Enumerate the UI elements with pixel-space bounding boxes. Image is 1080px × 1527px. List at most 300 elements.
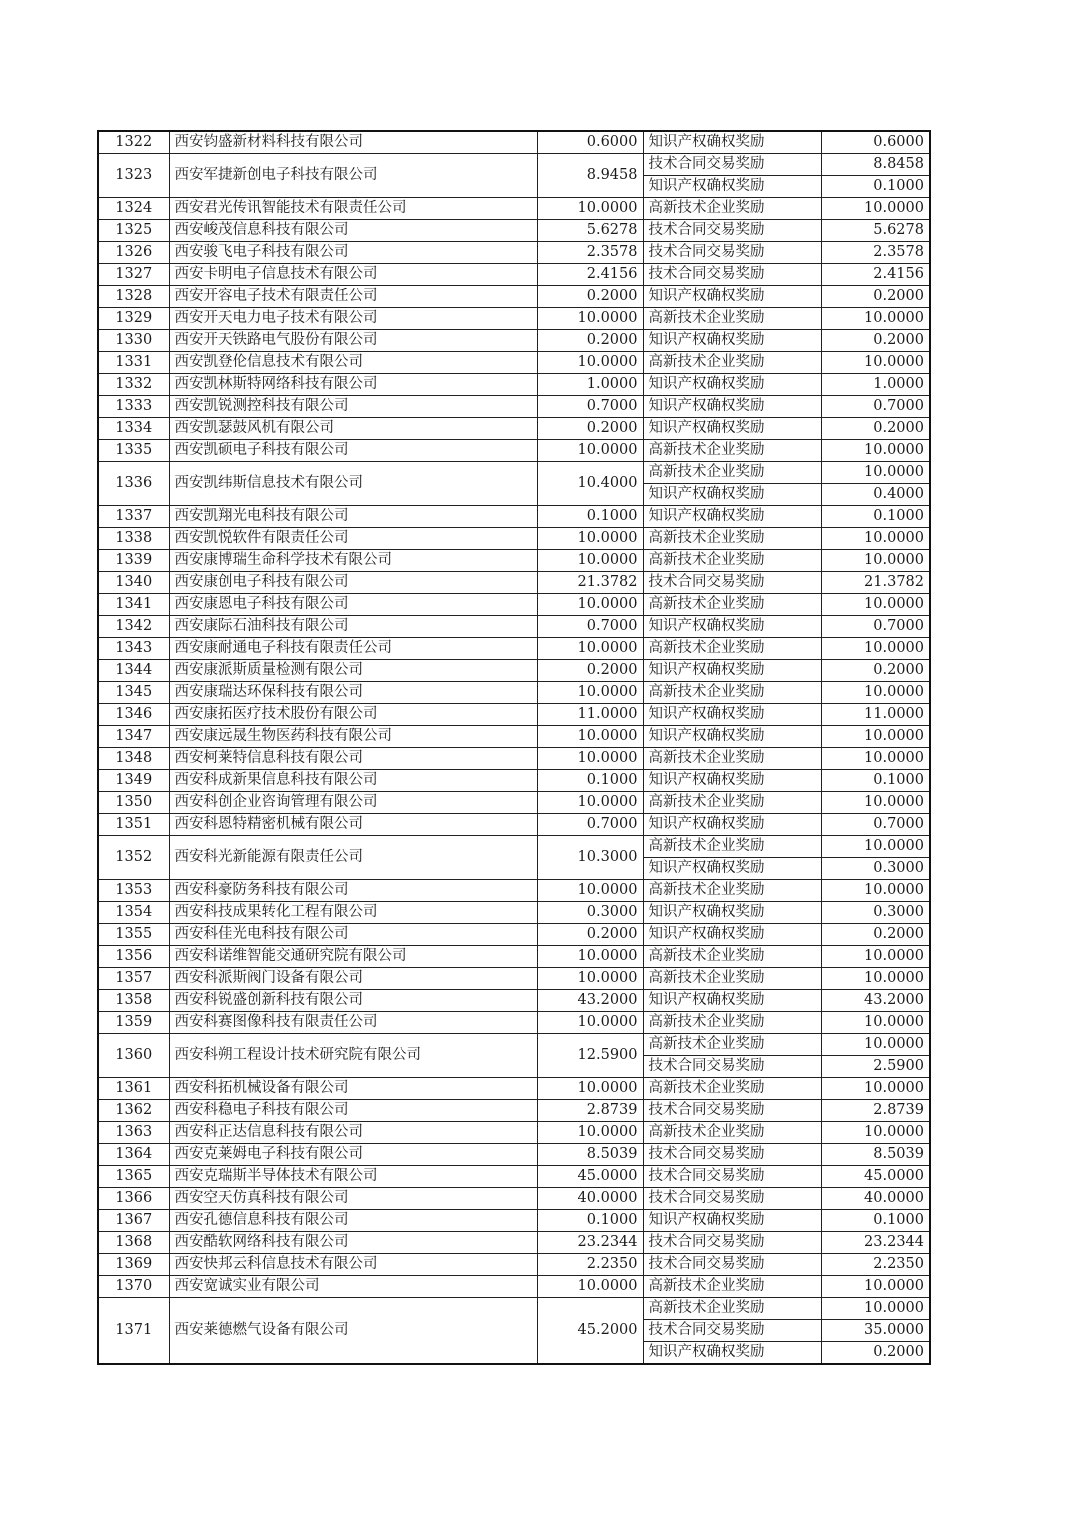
company-name: 西安科派斯阀门设备有限公司 — [169, 968, 537, 990]
total-amount: 10.0000 — [537, 1012, 643, 1034]
award-type: 技术合同交易奖励 — [643, 264, 821, 286]
total-amount: 0.2000 — [537, 924, 643, 946]
row-number: 1338 — [98, 528, 169, 550]
award-amount: 45.0000 — [821, 1166, 930, 1188]
award-type: 技术合同交易奖励 — [643, 242, 821, 264]
company-name: 西安康际石油科技有限公司 — [169, 616, 537, 638]
total-amount: 0.2000 — [537, 330, 643, 352]
award-type: 技术合同交易奖励 — [643, 154, 821, 176]
row-number: 1370 — [98, 1276, 169, 1298]
award-amount: 43.2000 — [821, 990, 930, 1012]
company-name: 西安凯林斯特网络科技有限公司 — [169, 374, 537, 396]
table-row — [98, 1144, 930, 1166]
row-number: 1345 — [98, 682, 169, 704]
table-row — [98, 968, 930, 990]
award-type: 知识产权确权奖励 — [643, 616, 821, 638]
company-name: 西安空天仿真科技有限公司 — [169, 1188, 537, 1210]
row-number: 1366 — [98, 1188, 169, 1210]
award-amount: 0.2000 — [821, 1342, 930, 1365]
award-type: 知识产权确权奖励 — [643, 990, 821, 1012]
award-type: 高新技术企业奖励 — [643, 594, 821, 616]
row-number: 1354 — [98, 902, 169, 924]
company-name: 西安康创电子科技有限公司 — [169, 572, 537, 594]
table-row — [98, 131, 930, 154]
row-number: 1371 — [98, 1298, 169, 1365]
company-name: 西安科恩特精密机械有限公司 — [169, 814, 537, 836]
row-number: 1368 — [98, 1232, 169, 1254]
award-amount: 10.0000 — [821, 462, 930, 484]
award-table-body — [98, 131, 930, 1364]
award-amount: 8.8458 — [821, 154, 930, 176]
award-type: 知识产权确权奖励 — [643, 726, 821, 748]
company-name: 西安开容电子技术有限责任公司 — [169, 286, 537, 308]
table-row — [98, 1232, 930, 1254]
table-row — [98, 308, 930, 330]
award-type: 知识产权确权奖励 — [643, 286, 821, 308]
total-amount: 10.0000 — [537, 198, 643, 220]
total-amount: 0.2000 — [537, 418, 643, 440]
award-type: 高新技术企业奖励 — [643, 308, 821, 330]
table-row — [98, 792, 930, 814]
company-name: 西安康瑞达环保科技有限公司 — [169, 682, 537, 704]
award-type: 技术合同交易奖励 — [643, 1144, 821, 1166]
award-type: 高新技术企业奖励 — [643, 748, 821, 770]
company-name: 西安凯翔光电科技有限公司 — [169, 506, 537, 528]
table-row — [98, 1100, 930, 1122]
company-name: 西安科技成果转化工程有限公司 — [169, 902, 537, 924]
table-row — [98, 660, 930, 682]
row-number: 1329 — [98, 308, 169, 330]
company-name: 西安莱德燃气设备有限公司 — [169, 1298, 537, 1365]
award-type: 技术合同交易奖励 — [643, 1166, 821, 1188]
company-name: 西安凯登伦信息技术有限公司 — [169, 352, 537, 374]
table-row — [98, 836, 930, 858]
award-type: 知识产权确权奖励 — [643, 770, 821, 792]
row-number: 1358 — [98, 990, 169, 1012]
award-type: 知识产权确权奖励 — [643, 858, 821, 880]
row-number: 1361 — [98, 1078, 169, 1100]
total-amount: 10.0000 — [537, 550, 643, 572]
table-row — [98, 748, 930, 770]
total-amount: 10.0000 — [537, 1078, 643, 1100]
total-amount: 1.0000 — [537, 374, 643, 396]
award-amount: 10.0000 — [821, 594, 930, 616]
total-amount: 0.7000 — [537, 814, 643, 836]
total-amount: 10.0000 — [537, 308, 643, 330]
award-amount: 0.7000 — [821, 616, 930, 638]
total-amount: 11.0000 — [537, 704, 643, 726]
total-amount: 0.7000 — [537, 396, 643, 418]
total-amount: 0.6000 — [537, 131, 643, 154]
table-row — [98, 198, 930, 220]
row-number: 1360 — [98, 1034, 169, 1078]
total-amount: 2.2350 — [537, 1254, 643, 1276]
table-row — [98, 462, 930, 484]
table-row — [98, 1188, 930, 1210]
company-name: 西安科正达信息科技有限公司 — [169, 1122, 537, 1144]
table-row — [98, 572, 930, 594]
total-amount: 10.0000 — [537, 1122, 643, 1144]
award-type: 知识产权确权奖励 — [643, 1210, 821, 1232]
award-type: 技术合同交易奖励 — [643, 572, 821, 594]
award-type: 知识产权确权奖励 — [643, 484, 821, 506]
row-number: 1357 — [98, 968, 169, 990]
award-type: 知识产权确权奖励 — [643, 176, 821, 198]
award-amount: 2.3578 — [821, 242, 930, 264]
row-number: 1351 — [98, 814, 169, 836]
company-name: 西安凯锐测控科技有限公司 — [169, 396, 537, 418]
table-row — [98, 638, 930, 660]
company-name: 西安钧盛新材料科技有限公司 — [169, 131, 537, 154]
company-name: 西安科稳电子科技有限公司 — [169, 1100, 537, 1122]
award-amount: 10.0000 — [821, 682, 930, 704]
company-name: 西安科朔工程设计技术研究院有限公司 — [169, 1034, 537, 1078]
award-amount: 10.0000 — [821, 550, 930, 572]
award-type: 高新技术企业奖励 — [643, 1012, 821, 1034]
company-name: 西安军捷新创电子科技有限公司 — [169, 154, 537, 198]
award-amount: 10.0000 — [821, 1012, 930, 1034]
total-amount: 0.1000 — [537, 770, 643, 792]
award-amount: 5.6278 — [821, 220, 930, 242]
award-type: 技术合同交易奖励 — [643, 1232, 821, 1254]
table-row — [98, 726, 930, 748]
table-row — [98, 1276, 930, 1298]
award-amount: 0.1000 — [821, 176, 930, 198]
award-type: 高新技术企业奖励 — [643, 1078, 821, 1100]
award-amount: 10.0000 — [821, 352, 930, 374]
table-row — [98, 1012, 930, 1034]
table-row — [98, 616, 930, 638]
award-type: 高新技术企业奖励 — [643, 880, 821, 902]
company-name: 西安开天铁路电气股份有限公司 — [169, 330, 537, 352]
table-row — [98, 1078, 930, 1100]
row-number: 1343 — [98, 638, 169, 660]
table-row — [98, 154, 930, 176]
award-type: 技术合同交易奖励 — [643, 1100, 821, 1122]
total-amount: 10.0000 — [537, 594, 643, 616]
award-amount: 0.7000 — [821, 396, 930, 418]
row-number: 1339 — [98, 550, 169, 572]
award-type: 高新技术企业奖励 — [643, 1122, 821, 1144]
row-number: 1342 — [98, 616, 169, 638]
company-name: 西安克瑞斯半导体技术有限公司 — [169, 1166, 537, 1188]
total-amount: 8.5039 — [537, 1144, 643, 1166]
award-type: 高新技术企业奖励 — [643, 462, 821, 484]
row-number: 1340 — [98, 572, 169, 594]
company-name: 西安科锐盛创新科技有限公司 — [169, 990, 537, 1012]
row-number: 1367 — [98, 1210, 169, 1232]
row-number: 1322 — [98, 131, 169, 154]
table-row — [98, 1210, 930, 1232]
table-row — [98, 286, 930, 308]
award-amount: 10.0000 — [821, 440, 930, 462]
row-number: 1330 — [98, 330, 169, 352]
table-row — [98, 550, 930, 572]
award-amount: 35.0000 — [821, 1320, 930, 1342]
award-amount: 10.0000 — [821, 836, 930, 858]
company-name: 西安孔德信息科技有限公司 — [169, 1210, 537, 1232]
table-row — [98, 220, 930, 242]
award-type: 高新技术企业奖励 — [643, 352, 821, 374]
award-amount: 10.0000 — [821, 638, 930, 660]
award-type: 技术合同交易奖励 — [643, 1188, 821, 1210]
total-amount: 0.1000 — [537, 1210, 643, 1232]
award-amount: 2.2350 — [821, 1254, 930, 1276]
table-row — [98, 990, 930, 1012]
row-number: 1350 — [98, 792, 169, 814]
award-amount: 0.2000 — [821, 418, 930, 440]
table-row — [98, 374, 930, 396]
award-type: 高新技术企业奖励 — [643, 638, 821, 660]
total-amount: 0.3000 — [537, 902, 643, 924]
company-name: 西安卡明电子信息技术有限公司 — [169, 264, 537, 286]
award-amount: 10.0000 — [821, 1034, 930, 1056]
total-amount: 45.0000 — [537, 1166, 643, 1188]
total-amount: 0.7000 — [537, 616, 643, 638]
award-type: 高新技术企业奖励 — [643, 792, 821, 814]
row-number: 1327 — [98, 264, 169, 286]
company-name: 西安骏飞电子科技有限公司 — [169, 242, 537, 264]
company-name: 西安君光传讯智能技术有限责任公司 — [169, 198, 537, 220]
row-number: 1325 — [98, 220, 169, 242]
row-number: 1364 — [98, 1144, 169, 1166]
total-amount: 10.0000 — [537, 968, 643, 990]
award-amount: 0.7000 — [821, 814, 930, 836]
award-amount: 0.2000 — [821, 660, 930, 682]
award-type: 知识产权确权奖励 — [643, 1342, 821, 1365]
award-type: 知识产权确权奖励 — [643, 704, 821, 726]
total-amount: 10.0000 — [537, 1276, 643, 1298]
total-amount: 5.6278 — [537, 220, 643, 242]
company-name: 西安康远晟生物医药科技有限公司 — [169, 726, 537, 748]
award-amount: 0.1000 — [821, 1210, 930, 1232]
row-number: 1332 — [98, 374, 169, 396]
award-type: 技术合同交易奖励 — [643, 1320, 821, 1342]
table-row — [98, 418, 930, 440]
table-row — [98, 814, 930, 836]
total-amount: 10.0000 — [537, 440, 643, 462]
total-amount: 10.0000 — [537, 792, 643, 814]
award-amount: 0.3000 — [821, 858, 930, 880]
table-row — [98, 506, 930, 528]
table-row — [98, 880, 930, 902]
total-amount: 12.5900 — [537, 1034, 643, 1078]
award-amount: 0.2000 — [821, 924, 930, 946]
award-type: 知识产权确权奖励 — [643, 131, 821, 154]
award-amount: 2.5900 — [821, 1056, 930, 1078]
table-row — [98, 704, 930, 726]
row-number: 1346 — [98, 704, 169, 726]
table-row — [98, 264, 930, 286]
company-name: 西安凯纬斯信息技术有限公司 — [169, 462, 537, 506]
company-name: 西安科拓机械设备有限公司 — [169, 1078, 537, 1100]
company-name: 西安凯瑟鼓风机有限公司 — [169, 418, 537, 440]
company-name: 西安快邦云科信息技术有限公司 — [169, 1254, 537, 1276]
total-amount: 45.2000 — [537, 1298, 643, 1365]
award-type: 高新技术企业奖励 — [643, 1298, 821, 1320]
table-row — [98, 396, 930, 418]
company-name: 西安康拓医疗技术股份有限公司 — [169, 704, 537, 726]
row-number: 1349 — [98, 770, 169, 792]
company-name: 西安凯悦软件有限责任公司 — [169, 528, 537, 550]
total-amount: 2.4156 — [537, 264, 643, 286]
award-amount: 10.0000 — [821, 792, 930, 814]
award-amount: 1.0000 — [821, 374, 930, 396]
row-number: 1337 — [98, 506, 169, 528]
table-row — [98, 528, 930, 550]
row-number: 1323 — [98, 154, 169, 198]
total-amount: 10.0000 — [537, 726, 643, 748]
award-type: 高新技术企业奖励 — [643, 968, 821, 990]
company-name: 西安科诺维智能交通研究院有限公司 — [169, 946, 537, 968]
total-amount: 0.2000 — [537, 660, 643, 682]
award-amount: 2.8739 — [821, 1100, 930, 1122]
row-number: 1353 — [98, 880, 169, 902]
table-row — [98, 682, 930, 704]
award-amount: 11.0000 — [821, 704, 930, 726]
total-amount: 2.3578 — [537, 242, 643, 264]
company-name: 西安科光新能源有限责任公司 — [169, 836, 537, 880]
table-row — [98, 770, 930, 792]
row-number: 1369 — [98, 1254, 169, 1276]
table-row — [98, 594, 930, 616]
row-number: 1334 — [98, 418, 169, 440]
award-amount: 0.3000 — [821, 902, 930, 924]
row-number: 1324 — [98, 198, 169, 220]
total-amount: 10.0000 — [537, 352, 643, 374]
award-amount: 0.2000 — [821, 330, 930, 352]
award-amount: 40.0000 — [821, 1188, 930, 1210]
company-name: 西安康耐通电子科技有限责任公司 — [169, 638, 537, 660]
award-amount: 10.0000 — [821, 748, 930, 770]
table-row — [98, 330, 930, 352]
company-name: 西安康恩电子科技有限公司 — [169, 594, 537, 616]
company-name: 西安酷软网络科技有限公司 — [169, 1232, 537, 1254]
company-name: 西安开天电力电子技术有限公司 — [169, 308, 537, 330]
award-amount: 2.4156 — [821, 264, 930, 286]
award-amount: 23.2344 — [821, 1232, 930, 1254]
row-number: 1331 — [98, 352, 169, 374]
total-amount: 10.0000 — [537, 638, 643, 660]
table-row — [98, 1166, 930, 1188]
award-amount: 0.1000 — [821, 770, 930, 792]
award-amount: 10.0000 — [821, 946, 930, 968]
row-number: 1344 — [98, 660, 169, 682]
table-row — [98, 1298, 930, 1320]
total-amount: 0.2000 — [537, 286, 643, 308]
table-row — [98, 1254, 930, 1276]
award-amount: 0.6000 — [821, 131, 930, 154]
award-type: 知识产权确权奖励 — [643, 418, 821, 440]
row-number: 1362 — [98, 1100, 169, 1122]
award-amount: 10.0000 — [821, 968, 930, 990]
company-name: 西安科成新果信息科技有限公司 — [169, 770, 537, 792]
award-amount: 10.0000 — [821, 1276, 930, 1298]
award-type: 技术合同交易奖励 — [643, 1056, 821, 1078]
row-number: 1347 — [98, 726, 169, 748]
total-amount: 21.3782 — [537, 572, 643, 594]
award-type: 知识产权确权奖励 — [643, 924, 821, 946]
row-number: 1341 — [98, 594, 169, 616]
award-type: 技术合同交易奖励 — [643, 220, 821, 242]
award-type: 高新技术企业奖励 — [643, 550, 821, 572]
table-row — [98, 352, 930, 374]
row-number: 1335 — [98, 440, 169, 462]
total-amount: 10.0000 — [537, 682, 643, 704]
award-amount: 10.0000 — [821, 1078, 930, 1100]
total-amount: 0.1000 — [537, 506, 643, 528]
award-type: 知识产权确权奖励 — [643, 506, 821, 528]
total-amount: 10.0000 — [537, 528, 643, 550]
company-name: 西安科佳光电科技有限公司 — [169, 924, 537, 946]
award-type: 高新技术企业奖励 — [643, 1276, 821, 1298]
total-amount: 10.4000 — [537, 462, 643, 506]
company-name: 西安康博瑞生命科学技术有限公司 — [169, 550, 537, 572]
row-number: 1355 — [98, 924, 169, 946]
table-row — [98, 1034, 930, 1056]
table-row — [98, 924, 930, 946]
award-type: 知识产权确权奖励 — [643, 330, 821, 352]
award-type: 高新技术企业奖励 — [643, 440, 821, 462]
award-table — [97, 130, 931, 1365]
award-type: 高新技术企业奖励 — [643, 946, 821, 968]
company-name: 西安康派斯质量检测有限公司 — [169, 660, 537, 682]
row-number: 1336 — [98, 462, 169, 506]
total-amount: 40.0000 — [537, 1188, 643, 1210]
row-number: 1365 — [98, 1166, 169, 1188]
company-name: 西安科赛图像科技有限责任公司 — [169, 1012, 537, 1034]
award-amount: 10.0000 — [821, 1298, 930, 1320]
row-number: 1348 — [98, 748, 169, 770]
award-amount: 10.0000 — [821, 726, 930, 748]
award-type: 知识产权确权奖励 — [643, 660, 821, 682]
table-row — [98, 440, 930, 462]
award-type: 高新技术企业奖励 — [643, 198, 821, 220]
award-type: 知识产权确权奖励 — [643, 902, 821, 924]
table-row — [98, 902, 930, 924]
award-amount: 10.0000 — [821, 528, 930, 550]
award-type: 知识产权确权奖励 — [643, 396, 821, 418]
award-amount: 10.0000 — [821, 1122, 930, 1144]
total-amount: 10.0000 — [537, 946, 643, 968]
award-amount: 0.4000 — [821, 484, 930, 506]
award-amount: 10.0000 — [821, 198, 930, 220]
total-amount: 2.8739 — [537, 1100, 643, 1122]
total-amount: 10.0000 — [537, 880, 643, 902]
row-number: 1326 — [98, 242, 169, 264]
table-row — [98, 242, 930, 264]
award-type: 知识产权确权奖励 — [643, 374, 821, 396]
award-type: 高新技术企业奖励 — [643, 682, 821, 704]
award-type: 技术合同交易奖励 — [643, 1254, 821, 1276]
award-amount: 21.3782 — [821, 572, 930, 594]
row-number: 1352 — [98, 836, 169, 880]
award-type: 高新技术企业奖励 — [643, 836, 821, 858]
row-number: 1333 — [98, 396, 169, 418]
award-amount: 0.2000 — [821, 286, 930, 308]
award-amount: 8.5039 — [821, 1144, 930, 1166]
row-number: 1359 — [98, 1012, 169, 1034]
award-amount: 0.1000 — [821, 506, 930, 528]
award-type: 知识产权确权奖励 — [643, 814, 821, 836]
company-name: 西安科创企业咨询管理有限公司 — [169, 792, 537, 814]
company-name: 西安宽诚实业有限公司 — [169, 1276, 537, 1298]
award-amount: 10.0000 — [821, 880, 930, 902]
company-name: 西安克莱姆电子科技有限公司 — [169, 1144, 537, 1166]
row-number: 1363 — [98, 1122, 169, 1144]
total-amount: 10.0000 — [537, 748, 643, 770]
total-amount: 43.2000 — [537, 990, 643, 1012]
